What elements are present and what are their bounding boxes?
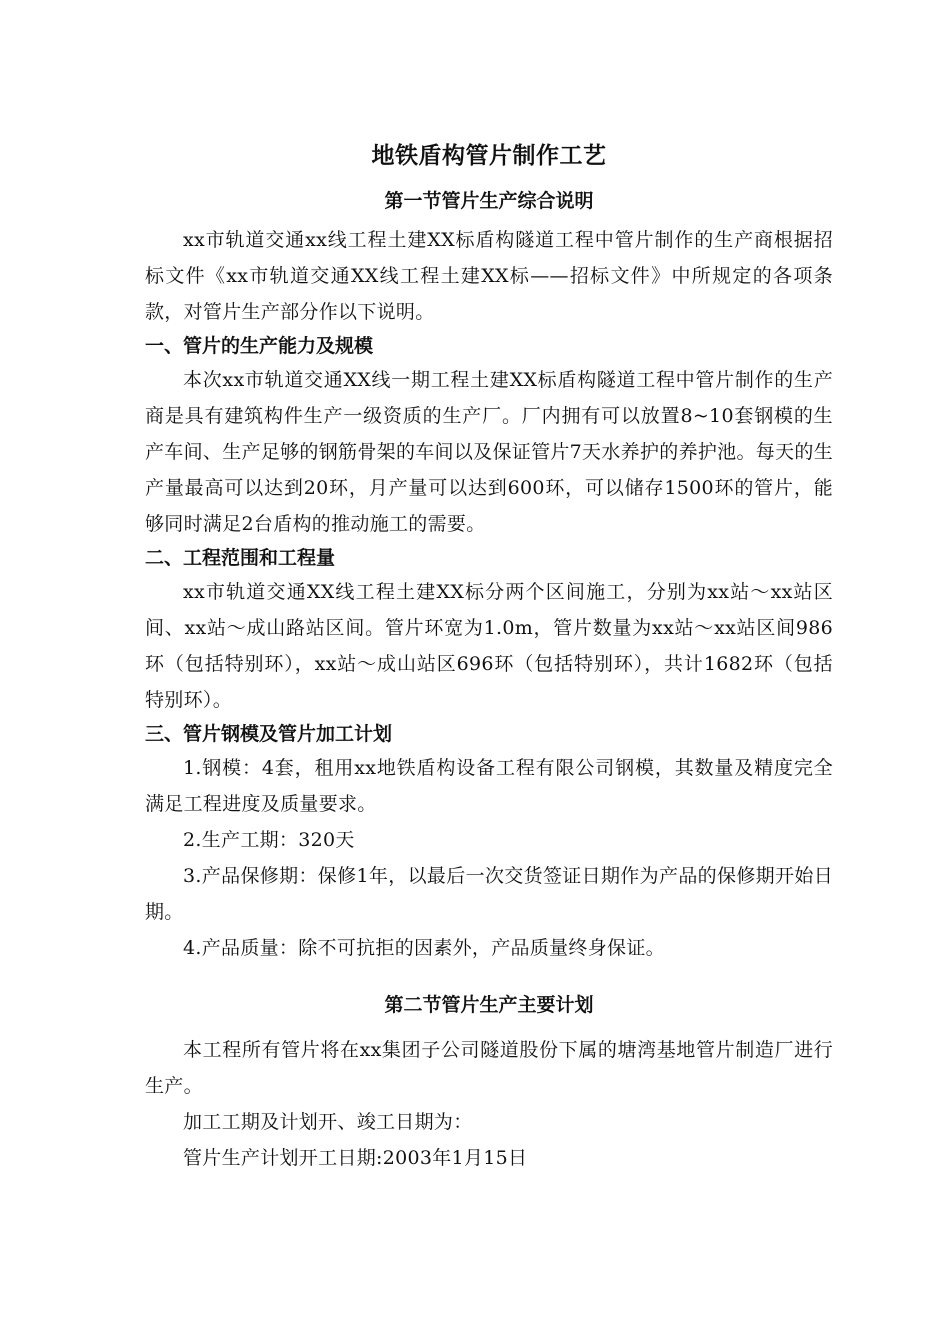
- paragraph-production-capacity: 本次xx市轨道交通XX线一期工程土建XX标盾构隧道工程中管片制作的生产商是具有建筑构件生产一级资质的生产厂。厂内拥有可以放置8~10套钢模的生产车间、生产足够的钢筋骨架的车间以及保证管片7天水养护的养护池。每天的生产量最高可以达到20环，月产量可以达到600环，可以储存1500环的管片，能够同时满足2台盾构的推动施工的需要。: [145, 369, 833, 535]
- section-2-paragraph-1: 本工程所有管片将在xx集团子公司隧道股份下属的塘湾基地管片制造厂进行生产。: [145, 1039, 833, 1097]
- heading-molds-and-plan: 三、管片钢模及管片加工计划: [145, 723, 393, 745]
- list-item-quality: 4.产品质量：除不可抗拒的因素外，产品质量终身保证。: [183, 937, 665, 959]
- paragraph-project-scope: xx市轨道交通XX线工程土建XX标分两个区间施工，分别为xx站～xx站区间、xx站～成山路站区间。管片环宽为1.0m，管片数量为xx站～xx站区间986环（包括特别环），xx站～成山站区696环（包括特别环），共计1682环（包括特别环）。: [145, 581, 833, 711]
- list-item-schedule: 2.生产工期：320天: [183, 829, 355, 851]
- section-2-paragraph-2: 加工工期及计划开、竣工日期为：: [183, 1111, 473, 1133]
- document-body: [145, 138, 833, 1176]
- section-2-paragraph-3: 管片生产计划开工日期:2003年1月15日: [183, 1147, 528, 1169]
- section-1-title: 第一节管片生产综合说明: [384, 190, 594, 212]
- section-2-title: 第二节管片生产主要计划: [384, 994, 594, 1016]
- heading-project-scope: 二、工程范围和工程量: [145, 547, 336, 569]
- list-item-warranty: 3.产品保修期：保修1年，以最后一次交货签证日期作为产品的保修期开始日期。: [145, 865, 833, 923]
- document-title: 地铁盾构管片制作工艺: [371, 143, 607, 169]
- section-1-intro: xx市轨道交通xx线工程土建XX标盾构隧道工程中管片制作的生产商根据招标文件《xx市轨道交通XX线工程土建XX标——招标文件》中所规定的各项条款，对管片生产部分作以下说明。: [145, 229, 833, 323]
- heading-production-capacity: 一、管片的生产能力及规模: [145, 335, 374, 357]
- list-item-molds: 1.钢模：4套，租用xx地铁盾构设备工程有限公司钢模，其数量及精度完全满足工程进度及质量要求。: [145, 757, 833, 815]
